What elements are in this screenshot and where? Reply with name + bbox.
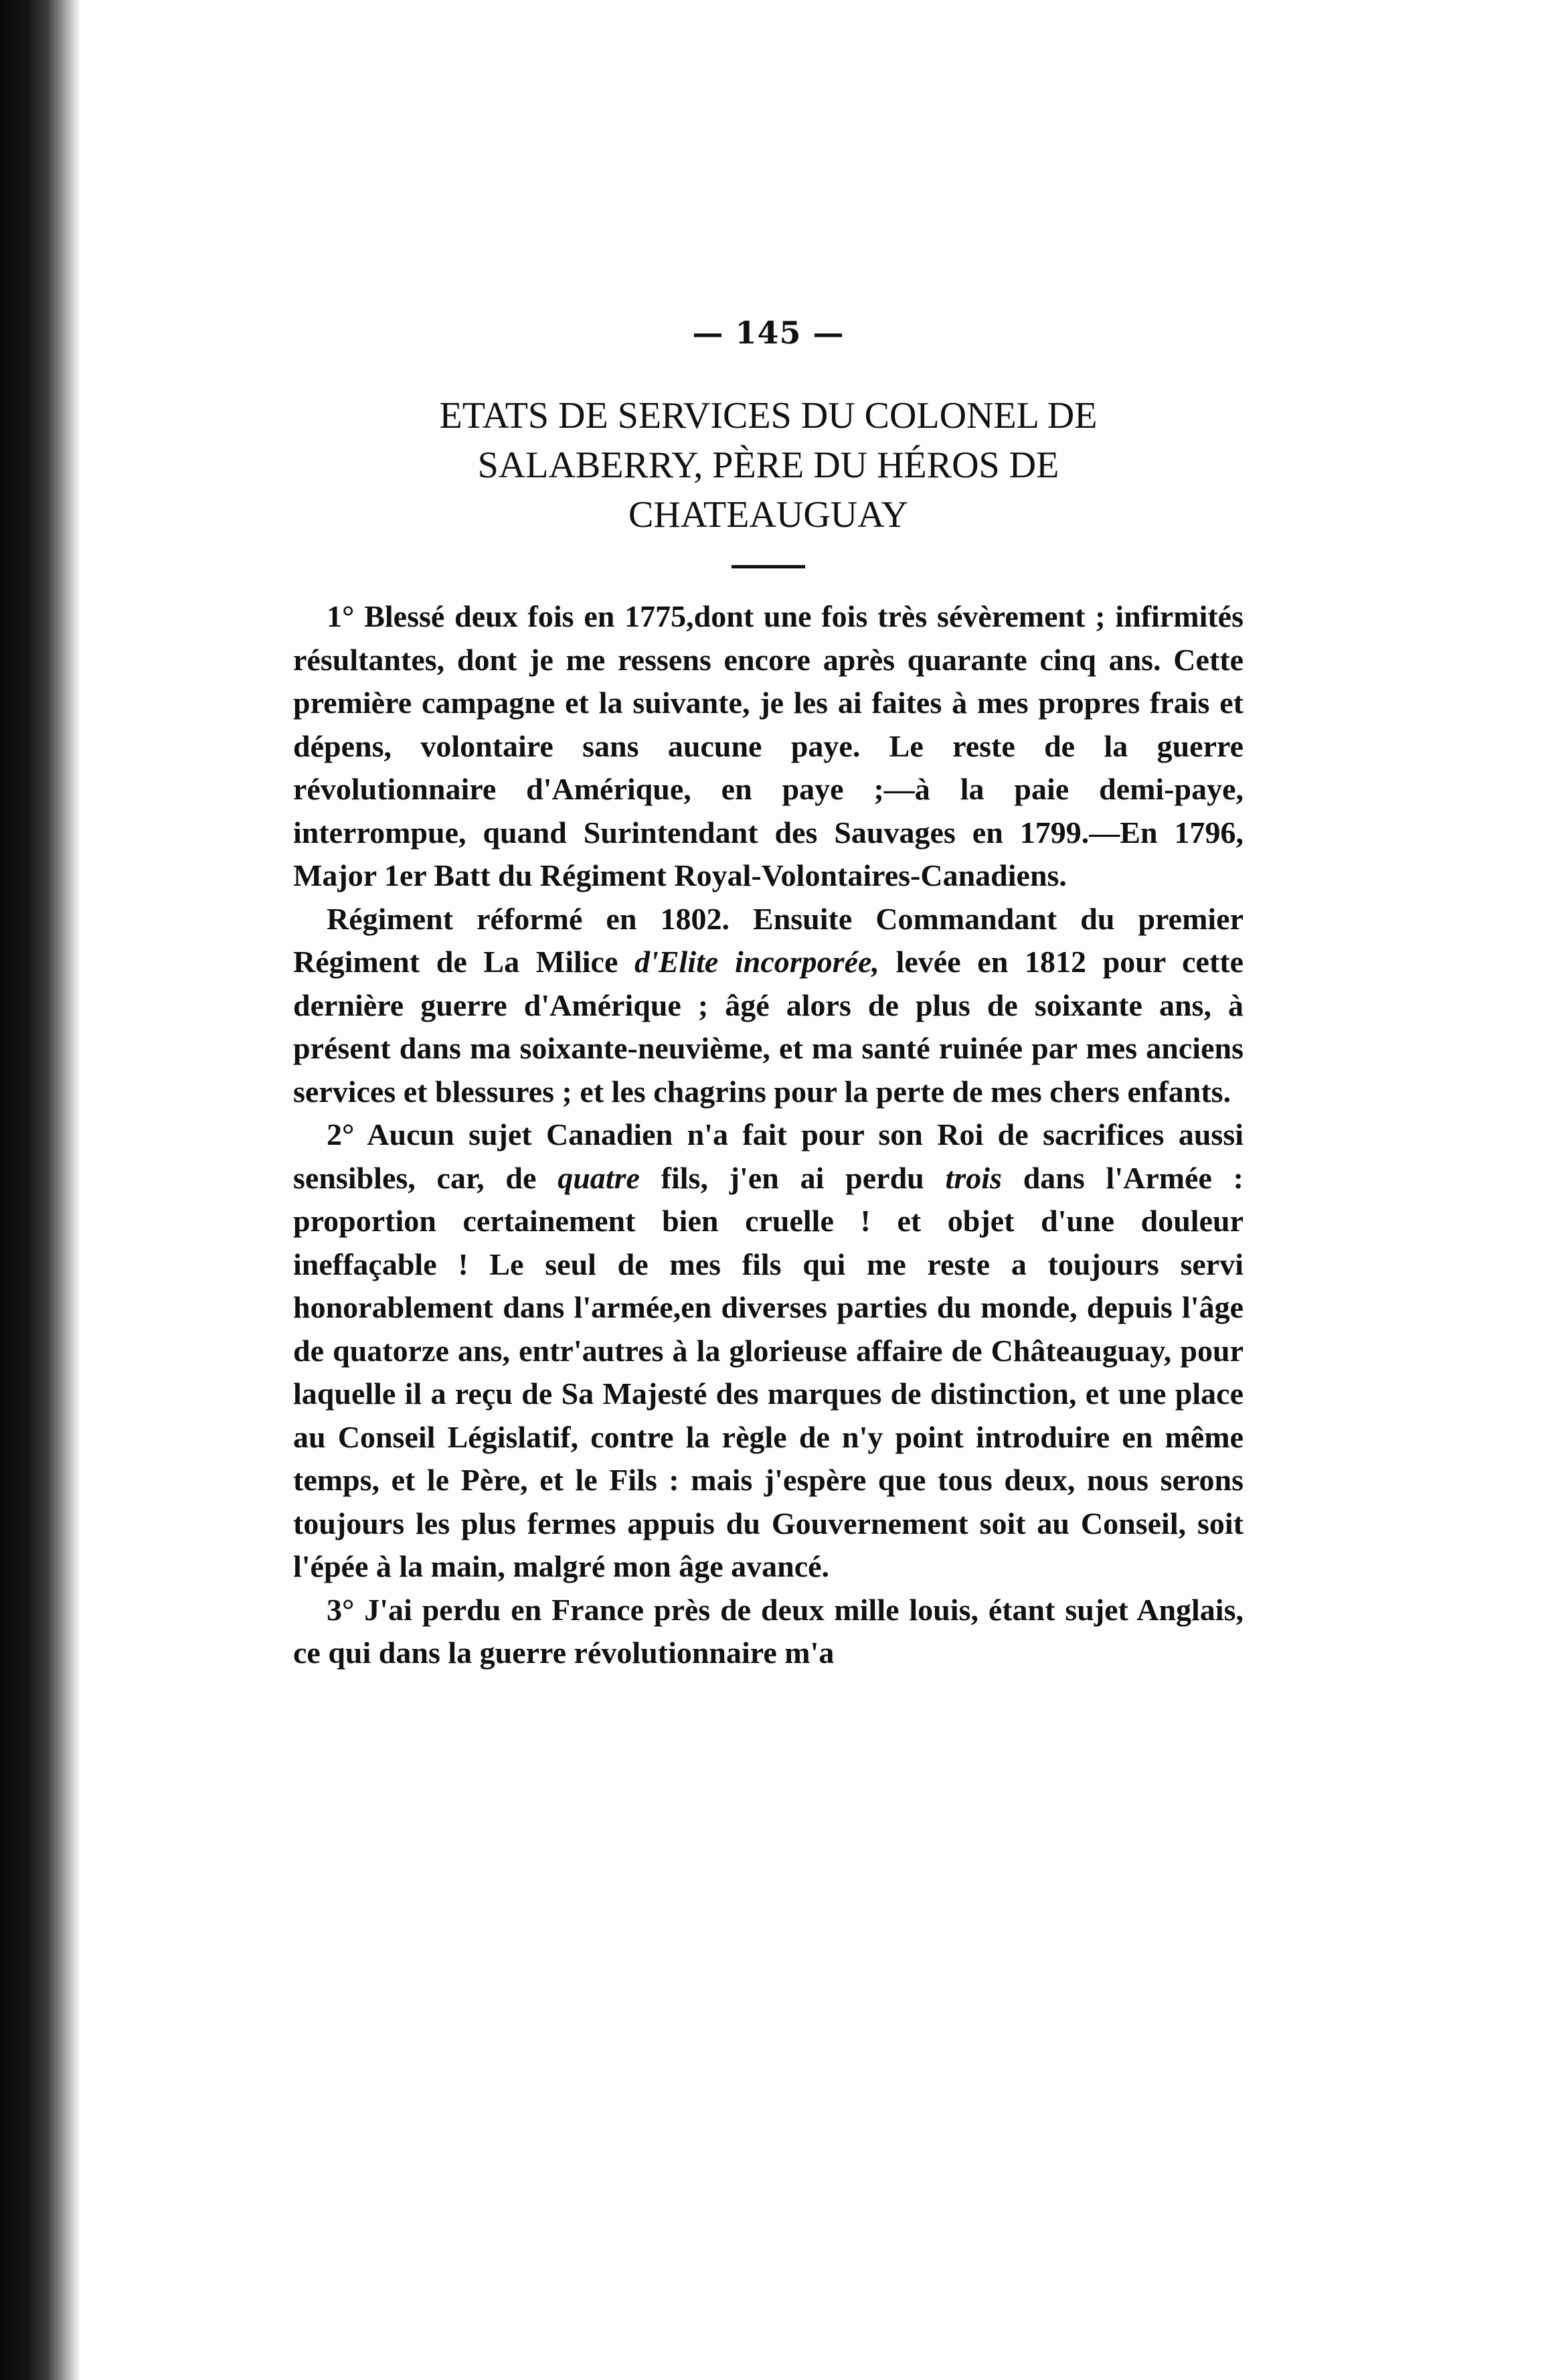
paragraph-3-italic-2: trois — [945, 1160, 1002, 1195]
binding-edge-shadow — [0, 0, 80, 2380]
paragraph-2 — [293, 898, 1243, 1114]
paragraph-3-text-end: dans l'Armée : proportion certainement bien cruelle ! et objet d'une douleur ineffaçable ! Le seul de mes fils qui me reste a toujours servi honorablement dans l'armée,en diverses parties du monde, depuis l'âge de quatorze ans, entr'autres à la glorieuse affaire de Châteauguay, pour laquelle il a reçu de Sa Majesté des marques de distinction, et une place au Conseil Législatif, contre la règle de n'y point introduire en même temps, et le Père, et le Fils : mais j'espère que tous deux, nous serons toujours les plus fermes appuis du Gouvernement soit au Conseil, soit l'épée à la main, malgré mon âge avancé. — [293, 1160, 1243, 1583]
paragraph-2-text-start: Régiment réformé en 1802. Ensuite Commandant du premier Régiment de La Milice — [293, 901, 1243, 979]
paragraph-2-text-end: levée en 1812 pour cette dernière guerre d'Amérique ; âgé alors de plus de soixante ans, à présent dans ma soixante-neuvième, et ma santé ruinée par mes anciens services et blessures ; et les chagrins pour la perte de mes chers enfants. — [293, 945, 1244, 1109]
paragraph-1-text: 1° Blessé deux fois en 1775,dont une fois très sévèrement ; infirmités résultantes, dont je me ressens encore après quarante cinq ans. Cette première campagne et la suivante, je les ai faites à mes propres frais et dépens, volontaire sans aucune paye. Le reste de la guerre révolutionnaire d'Amérique, en paye ;—à la paie demi-paye, interrompue, quand Surintendant des Sauvages en 1799.—En 1796, Major 1er Batt du Régiment Royal-Volontaires-Canadiens. — [293, 599, 1243, 892]
paragraph-2-italic: d'Elite incorporée, — [634, 945, 879, 979]
paragraph-4 — [293, 1589, 1243, 1675]
paragraph-3-italic-1: quatre — [557, 1160, 640, 1195]
title-divider — [732, 565, 805, 568]
paragraph-3 — [293, 1113, 1243, 1589]
page-text-block — [293, 315, 1243, 1675]
paragraph-4-text: 3° J'ai perdu en France près de deux mille louis, étant sujet Anglais, ce qui dans la guerre révolutionnaire m'a — [293, 1592, 1243, 1670]
title-line-3: CHATEAUGUAY — [628, 494, 908, 536]
title-line-2: SALABERRY, PÈRE DU HÉROS DE — [477, 445, 1059, 486]
page-title — [293, 391, 1243, 540]
title-line-1: ETATS DE SERVICES DU COLONEL DE — [439, 395, 1098, 437]
paragraph-3-text-start: 2° Aucun sujet Canadien n'a fait pour son Roi de sacrifices aussi sensibles, car, de — [293, 1117, 1243, 1195]
paragraph-3-text-middle: fils, j'en ai perdu — [639, 1160, 946, 1195]
paragraph-1 — [293, 595, 1243, 898]
page-number: — 145 — — [692, 315, 845, 351]
